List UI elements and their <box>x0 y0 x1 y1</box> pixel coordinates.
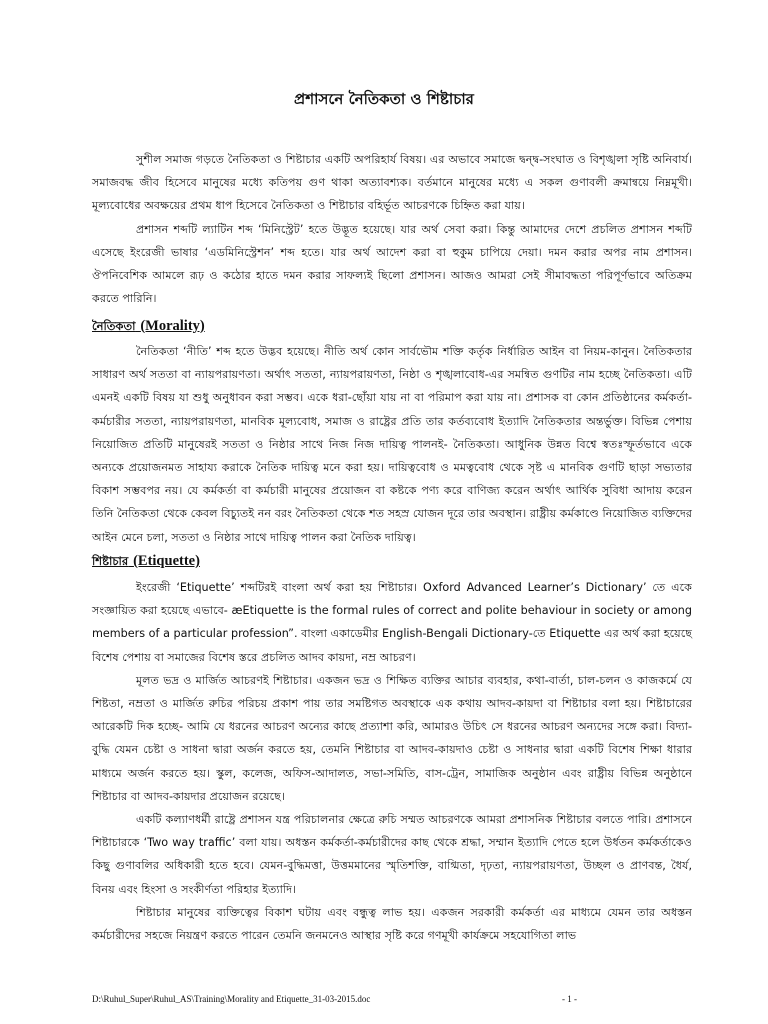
intro-paragraph-2: প্রশাসন শব্দটি ল্যাটিন শব্দ ‘মিনিস্ট্রেট’ হতে উদ্ভূত হয়েছে। যার অর্থ সেবা করা। কিন্তু আমাদের দেশে প্রচলিত প্রশাসন শব্দটি এসেছে ইংরেজী ভাষার ‘এডমিনিস্ট্রেশন’ শব্দ হতে। যার অর্থ আদেশ করা বা হুকুম চাপিয়ে দেয়া। দমন করার অপর নাম প্রশাসন। ঔপনিবেশিক আমলে রূঢ় ও কঠোর হাতে দমন করার সাফল্যই ছিলো প্রশাসন। আজও আমরা সেই সীমাবদ্ধতা পরিপূর্ণভাবে অতিক্রম করতে পারিনি। <box>92 222 692 306</box>
footer-file-path: D:\Ruhul_Super\Ruhul_AS\Training\Morality and Etiquette_31-03-2015.doc <box>92 994 371 1004</box>
morality-heading-en: (Morality) <box>140 318 205 334</box>
intro-paragraph-1: সুশীল সমাজ গড়তে নৈতিকতা ও শিষ্টাচার একটি অপরিহার্য বিষয়। এর অভাবে সমাজে দ্বন্দ্ব-সংঘাত ও বিশৃঙ্খলা সৃষ্টি অনিবার্য। সমাজবদ্ধ জীব হিসেবে মানুষের মধ্যে কতিপয় গুণ থাকা অত্যাবশ্যক। বর্তমানে মানুষের মধ্যে এ সকল গুণাবলী ক্রমান্বয়ে নিম্নমূখী। মূল্যবোধের অবক্ষয়ের প্রথম ধাপ হিসেবে নৈতিকতা ও শিষ্টাচার বহির্ভূত আচরণকে চিহ্নিত করা যায়। <box>92 153 692 213</box>
etiquette-heading-en: (Etiquette) <box>133 553 200 569</box>
morality-section <box>92 340 692 549</box>
footer-page-number: - 1 - <box>562 994 577 1004</box>
etiquette-heading-bn: শিষ্টাচার <box>92 554 129 568</box>
etiquette-paragraph-4: শিষ্টাচার মানুষের ব্যক্তিত্বের বিকাশ ঘটায় এবং বন্ধুত্ব লাভ হয়। একজন সরকারী কর্মকর্তা এর মাধ্যমে যেমন তার অধস্তন কর্মচারীদের সহজে নিয়ন্ত্রণ করতে পারেন তেমনি জনমনেও আস্থার সৃষ্টি করে গণমূখী কার্যক্রমে সহযোগিতা লাভ <box>92 905 692 943</box>
morality-heading <box>92 318 205 337</box>
document-title: প্রশাসনে নৈতিকতা ও শিষ্টাচার <box>294 90 474 108</box>
etiquette-paragraph-1: ইংরেজী ‘Etiquette’ শব্দটিরই বাংলা অর্থ করা হয় শিষ্টাচার। Oxford Advanced Learner’s Dictionary’ তে একে সংজ্ঞায়িত করা হয়েছে এভাবে- æEtiquette is the formal rules of correct and polite behaviour in society or among members of a particular profession”. বাংলা একাডেমীর English-Bengali Dictionary-তে Etiquette এর অর্থ করা হয়েছে বিশেষ পেশায় বা সমাজের বিশেষ স্তরে প্রচলিত আদব কায়দা, নম্র আচরণ। <box>92 581 692 664</box>
etiquette-heading <box>92 553 200 572</box>
morality-paragraph-1: নৈতিকতা ‘নীতি’ শব্দ হতে উদ্ভব হয়েছে। নীতি অর্থ কোন সার্বভৌম শক্তি কর্তৃক নির্ধারিত আইন বা নিয়ম-কানুন। নৈতিকতার সাধারণ অর্থ সততা বা ন্যায়পরায়ণতা। অর্থাৎ সততা, ন্যায়পরায়ণতা, নিষ্ঠা ও শৃঙ্খলাবোধ-এর সমন্বিত গুণটির নাম হচ্ছে নৈতিকতা। এটি এমনই একটি বিষয় যা শুধু অনুধাবন করা সম্ভব। একে ধরা-ছোঁয়া যায় না বা পরিমাপ করা যায় না। প্রশাসক বা কোন প্রতিষ্ঠানের কর্মকর্তা-কর্মচারীর সততা, ন্যায়পরায়ণতা, মানবিক মূল্যবোধ, সমাজ ও রাষ্ট্রের প্রতি তার কর্তব্যবোধ ইত্যাদি নৈতিকতার অন্তর্ভুক্ত। বিভিন্ন পেশায় নিয়োজিত প্রতিটি মানুষেরই সততা ও নিষ্ঠার সাথে নিজ নিজ দায়িত্ব পালনই- নৈতিকতা। আধুনিক উন্নত বিশ্বে স্বতঃস্ফূর্তভাবে একে অন্যকে প্রয়োজনমত সাহায্য করাকে নৈতিক দায়িত্ব মনে করা হয়। দায়িত্ববোধ ও মমত্ববোধ থেকে সৃষ্ট এ মানবিক গুণটি ছাড়া সভ্যতার বিকাশ সম্ভবপর নয়। যে কর্মকর্তা বা কর্মচারী মানুষের প্রয়োজন বা কষ্টকে পণ্য করে বাণিজ্য করেন অর্থাৎ আর্থিক সুবিধা আদায় করেন তিনি নৈতিকতা থেকে কেবল বিচ্যুতই নন বরং নৈতিকতা থেকে শত সহস্র যোজন দূরে তার অবস্থান। রাষ্ট্রীয় কর্মকাণ্ডে নিয়োজিত ব্যক্তিদের আইন মেনে চলা, সততা ও নিষ্ঠার সাথে দায়িত্ব পালন করা নৈতিক দায়িত্ব। <box>92 345 692 544</box>
etiquette-paragraph-2: মূলত ভদ্র ও মার্জিত আচরণই শিষ্টাচার। একজন ভদ্র ও শিক্ষিত ব্যক্তির আচার ব্যবহার, কথা-বার্তা, চাল-চলন ও কাজকর্মে যে শিষ্টতা, নম্রতা ও মার্জিত রুচির পরিচয় প্রকাশ পায় তার সমষ্টিগত অবস্থাকে এক কথায় আদব-কায়দা বা শিষ্টাচার বলা হয়। শিষ্টাচারের আরেকটি দিক হচ্ছে- আমি যে ধরনের আচরণ অন্যের কাছে প্রত্যাশা করি, আমারও উচিৎ সে ধরনের আচরণ অন্যদের সঙ্গে করা। বিদ্যা-বুদ্ধি যেমন চেষ্টা ও সাধনা দ্বারা অর্জন করতে হয়, তেমনি শিষ্টাচার বা আদব-কায়দাও চেষ্টা ও সাধনার দ্বারা একটি বিশেষ শিক্ষা ধারার মাধ্যমে অর্জন করতে হয়। স্কুল, কলেজ, অফিস-আদালত, সভা-সমিতি, বাস-ট্রেন, সামাজিক অনুষ্ঠান এবং রাষ্ট্রীয় বিভিন্ন অনুষ্ঠানে শিষ্টাচার বা আদব-কায়দার প্রয়োজন রয়েছে। <box>92 673 692 803</box>
intro-section <box>92 148 692 310</box>
morality-heading-bn: নৈতিকতা <box>92 319 136 333</box>
etiquette-section <box>92 576 692 947</box>
etiquette-paragraph-3: একটি কল্যাণধর্মী রাষ্ট্রে প্রশাসন যন্ত্র পরিচালনার ক্ষেত্রে রুচি সম্মত আচরণকে আমরা প্রশাসনিক শিষ্টাচার বলতে পারি। প্রশাসনে শিষ্টাচারকে ‘Two way traffic’ বলা যায়। অধস্তন কর্মকর্তা-কর্মচারীদের কাছ থেকে শ্রদ্ধা, সম্মান ইত্যাদি পেতে হলে উর্ধতন কর্মকর্তাকেও কিছু গুণাবলির অধিকারী হতে হবে। যেমন-বুদ্ধিমত্তা, উত্তমমানের স্মৃতিশক্তি, বাগ্মিতা, দৃঢ়তা, ন্যায়পরায়ণতা, উচ্ছল ও প্রাণবন্ত, ধৈর্য, বিনয় এবং হিংসা ও সংকীর্ণতা পরিহার ইত্যাদি। <box>92 813 692 896</box>
